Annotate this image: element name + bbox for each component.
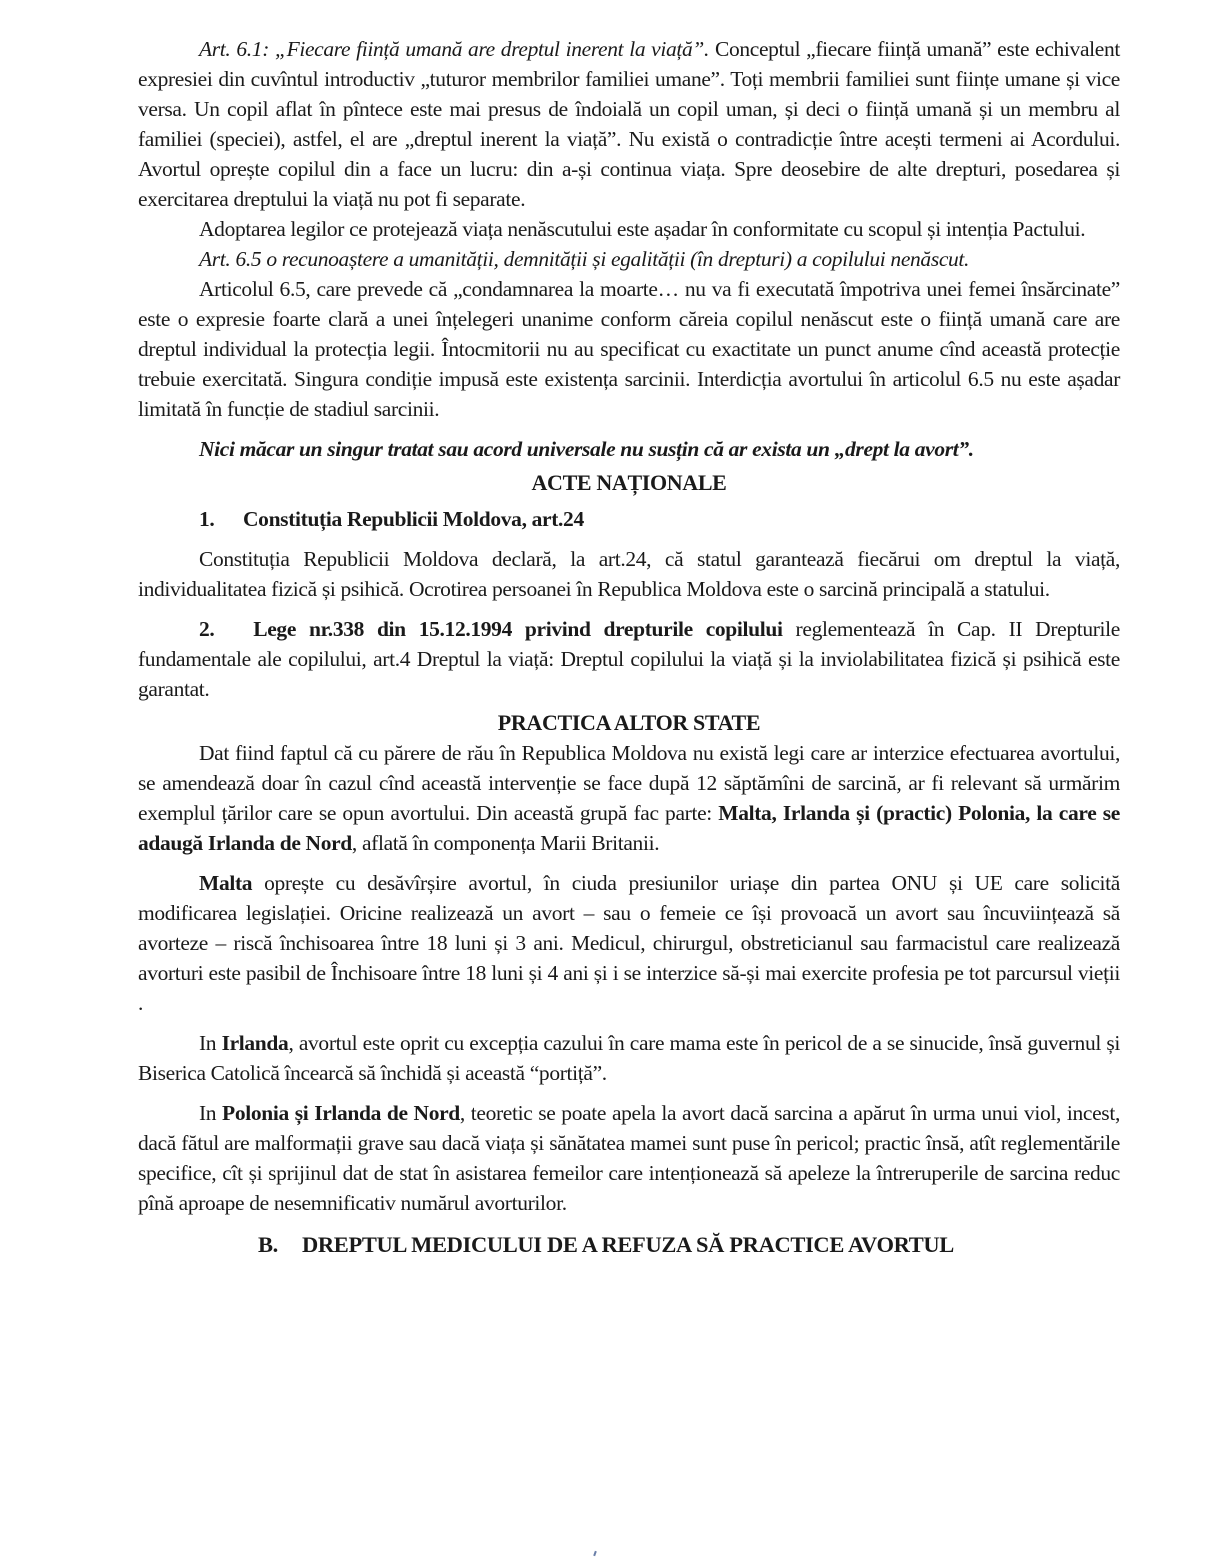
heading-section-b xyxy=(138,1230,1120,1260)
paragraph-constitutia: Constituția Republicii Moldova declară, la art.24, că statul garantează fiecărui om dreptul la viață, individualitatea fizică și psihică. Ocrotirea persoanei în Republica Moldova este o sarcină principală a statului. xyxy=(138,547,1120,601)
polonia-label: Polonia și Irlanda de Nord xyxy=(222,1101,460,1125)
paragraph-art-6-5-heading: Art. 6.5 o recunoaștere a umanității, demnității și egalității (în drepturi) a copilului nenăscut. xyxy=(199,247,970,271)
intro-countries: Malta, Irlanda și (practic) Polonia, la care se adaugă Irlanda de Nord xyxy=(138,801,1120,855)
paragraph-other-states-intro xyxy=(138,738,1120,858)
paragraph-polonia xyxy=(138,1098,1120,1218)
irlanda-text: , avortul este oprit cu excepția cazului în care mama este în pericol de a se sinucide, însă guvernul și Biserica Catolică încearcă să închidă și această “portiță”. xyxy=(138,1031,1120,1085)
malta-text: oprește cu desăvîrșire avortul, în ciuda presiunilor uriașe din partea ONU și UE care solicită modificarea legislației. Oricine realizează un avort – sau o femeie ce își provoacă un avort sau încuviințează să avorteze – riscă închisoarea între 18 luni și 3 ani. Medicul, chirurgul, obstreticianul sau farmacistul care realizează avorturi este pasibil de Închisoare între 18 luni și 4 ani și i se interzice să-și mai exercite profesia pe tot parcursul vieții . xyxy=(138,871,1120,1015)
section-b-number: B. xyxy=(258,1232,278,1257)
heading-national-act-1 xyxy=(138,504,1120,534)
polonia-prefix: In xyxy=(199,1101,223,1125)
heading-practica-altor-state: PRACTICA ALTOR STATE xyxy=(497,710,761,735)
art-6-1-text: Conceptul „fiecare ființă umană” este echivalent expresiei din cuvîntul introductiv „tuturor membrilor familiei umane”. Toți membrii familiei sunt ființe umane și vice versa. Un copil aflat în pîntece este mai presus de îndoială un copil uman, și deci o ființă umană și un membru al familiei (speciei), astfel, el are „dreptul inerent la viață”. Nu există o contradicție între acești termeni ai Acordului. Avortul oprește copilul din a face un lucru: din a-și continua viața. Spre deosebire de alte drepturi, posedarea și exercitarea dreptului la viață nu pot fi separate. xyxy=(138,37,1120,211)
intro-text: Dat fiind faptul că cu părere de rău în Republica Moldova nu există legi care ar interzice efectuarea avortului, se amendează doar în cazul cînd această intervenție se face după 12 săptămîni de sarcină, ar fi relevant să urmărim exemplul țărilor care se opun avortului. Din această grupă fac parte: xyxy=(138,741,1120,825)
paragraph-lege-338 xyxy=(138,614,1120,704)
paragraph-irlanda xyxy=(138,1028,1120,1088)
national-act-2-number: 2. xyxy=(199,617,215,641)
art-6-1-quote: Art. 6.1: „Fiecare ființă umană are dreptul inerent la viață”. xyxy=(199,37,710,61)
paragraph-articolul-6-5: Articolul 6.5, care prevede că „condamnarea la moarte… nu va fi executată împotriva unei femei însărcinate” este o expresie foarte clară a unei înțelegeri unanime conform căreia copilul nenăscut este o ființă umană care are dreptul individual la protecția legii. Întocmitorii nu au specificat cu exactitate un punct anume cînd această protecție trebuie exercitată. Singura condiție impusă este existența sarcinii. Interdicția avortului în articolul 6.5 nu este așadar limitată în funcție de stadiul sarcinii. xyxy=(138,277,1120,421)
polonia-text: , teoretic se poate apela la avort dacă sarcina a apărut în urma unui viol, incest, dacă fătul are malformații grave sau dacă viața și sănătatea mamei sunt puse în pericol; practic însă, atît reglementările specifice, cît și sprijinul dat de stat în asistarea femeilor care intenționează să apeleze la întreruperile de sarcina reduc pînă aproape de nesemnificativ numărul avorturilor. xyxy=(138,1101,1120,1215)
paragraph-nici-macar: Nici măcar un singur tratat sau acord universale nu susțin că ar exista un „drept la avort”. xyxy=(199,437,974,461)
paragraph-art-6-1 xyxy=(138,34,1120,214)
irlanda-label: Irlanda xyxy=(221,1031,289,1055)
national-act-2-title: Lege nr.338 din 15.12.1994 privind drepturile copilului xyxy=(253,617,783,641)
intro-end: , aflată în componența Marii Britanii. xyxy=(351,831,660,855)
paragraph-malta xyxy=(138,868,1120,1018)
heading-acte-nationale: ACTE NAȚIONALE xyxy=(531,470,727,495)
paragraph-adoptarea: Adoptarea legilor ce protejează viața nenăscutului este așadar în conformitate cu scopul și intenția Pactului. xyxy=(199,217,1086,241)
national-act-2-body: reglementează în Cap. II Drepturile fundamentale ale copilului, art.4 Dreptul la viață: Dreptul copilului la viață și la inviolabilitatea fizică și psihică este garantat. xyxy=(138,617,1120,701)
scan-artifact xyxy=(593,1551,597,1556)
national-act-1-number: 1. xyxy=(199,507,215,531)
irlanda-prefix: In xyxy=(199,1031,222,1055)
malta-label: Malta xyxy=(199,871,253,895)
national-act-1-title: Constituția Republicii Moldova, art.24 xyxy=(243,507,584,531)
section-b-title: DREPTUL MEDICULUI DE A REFUZA SĂ PRACTICE AVORTUL xyxy=(302,1232,954,1257)
document-page xyxy=(138,34,1120,1260)
